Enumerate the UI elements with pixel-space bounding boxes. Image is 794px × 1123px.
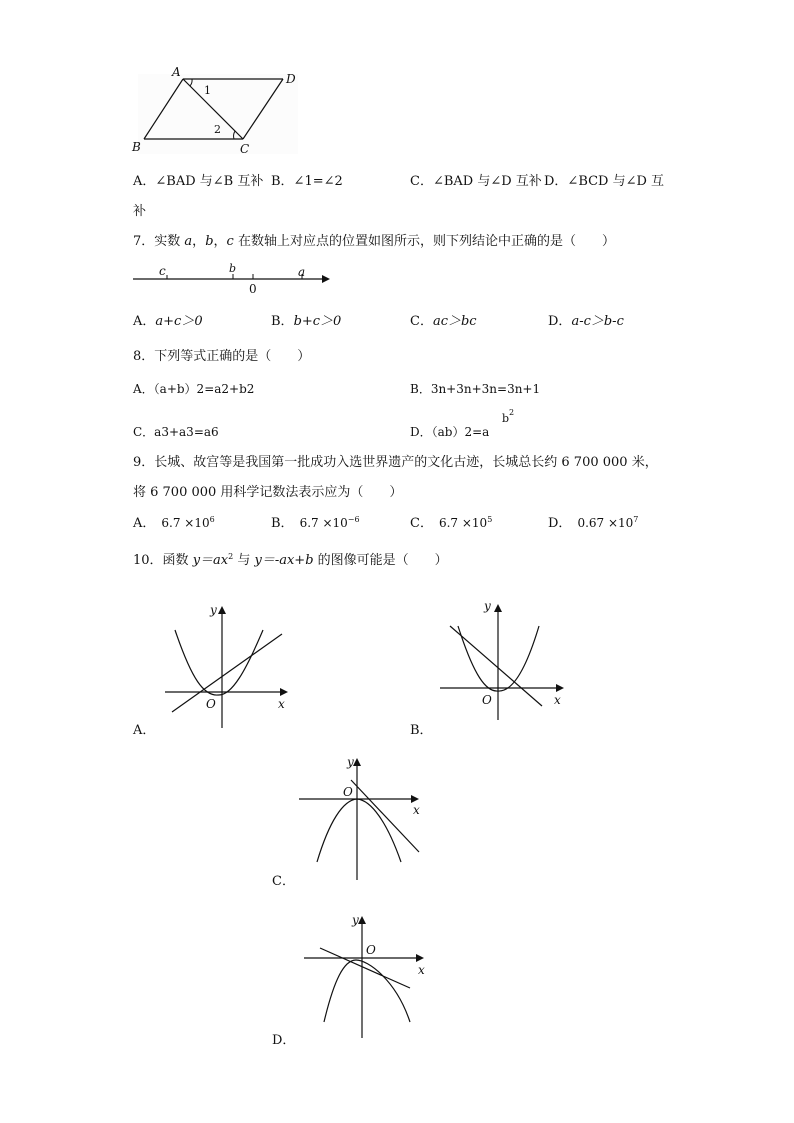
y-axis-arrow [218, 606, 226, 614]
q8-option-a[interactable]: A．（a+b）2=a2+b2 [133, 382, 255, 396]
q6-parallelogram-figure [130, 66, 300, 156]
q10-option-a-label[interactable]: A． [133, 723, 156, 738]
q7-option-c-expr: ac＞bc [432, 314, 477, 329]
q7-option-a-expr: a+c＞0 [155, 314, 203, 329]
origin-label: O [482, 693, 492, 707]
x-axis-arrow [416, 954, 424, 962]
q6-option-c[interactable]: C．∠BAD 与∠D 互补 [410, 174, 542, 189]
y-axis-label: y [347, 755, 354, 769]
q7-stem-prefix: 7．实数 [133, 234, 185, 249]
q9-option-a-base: 6.7 ×10 [161, 516, 210, 530]
q9-option-a[interactable] [133, 514, 215, 534]
q9-option-c[interactable] [410, 514, 492, 534]
q7-sep-1: ， [192, 234, 206, 249]
point-b-label: b [229, 262, 237, 275]
q8-option-d-sup-b: b [502, 412, 510, 425]
x-axis-arrow [280, 688, 288, 696]
number-line-arrow [322, 275, 330, 283]
parabola-curve [317, 799, 401, 862]
q7-option-a-label: A． [133, 314, 156, 329]
q7-var-c: c [226, 234, 234, 249]
x-axis-arrow [556, 684, 564, 692]
x-axis-label: x [418, 963, 425, 977]
q9-option-b-exp: −6 [347, 515, 360, 524]
q9-option-b-label: B． [271, 516, 294, 531]
q6-option-d[interactable]: D．∠BCD 与∠D 互 [544, 174, 665, 189]
q7-option-a[interactable] [133, 313, 203, 331]
origin-zero-label: 0 [249, 282, 257, 296]
origin-label: O [366, 943, 376, 957]
q7-sep-2: ， [213, 234, 227, 249]
q10-stem-mid: 与 [233, 553, 255, 568]
q9-option-c-exp: 5 [487, 515, 493, 524]
q6-option-b[interactable]: B．∠1=∠2 [271, 174, 343, 189]
q7-option-c-label: C． [410, 314, 433, 329]
q9-option-b-base: 6.7 ×10 [299, 516, 348, 530]
point-a-label: a [298, 265, 306, 279]
q8-option-b[interactable]: B．3n+3n+3n=3n+1 [410, 382, 541, 396]
q10-option-d-label[interactable]: D． [272, 1033, 296, 1048]
y-axis-arrow [358, 916, 366, 924]
q7-stem [133, 233, 615, 251]
q10-graph-b[interactable] [436, 596, 576, 736]
vertex-c-label: C [240, 142, 250, 156]
origin-label: O [206, 697, 216, 711]
q8-stem: 8．下列等式正确的是（ ） [133, 349, 311, 364]
line-graph [320, 948, 410, 988]
vertex-a-label: A [172, 65, 181, 79]
q7-option-b[interactable] [271, 313, 341, 331]
y-axis-arrow [494, 604, 502, 612]
angle-1-label: 1 [204, 84, 211, 97]
q9-option-b[interactable] [271, 514, 360, 534]
q10-option-c-label[interactable]: C． [272, 874, 295, 889]
q6-option-d-continued: 补 [133, 204, 147, 219]
q10-graph-c[interactable] [295, 752, 435, 882]
y-axis-label: y [484, 599, 491, 613]
q10-option-b-label[interactable]: B． [410, 723, 433, 738]
q9-option-c-label: C． [410, 516, 433, 531]
q6-option-a[interactable]: A．∠BAD 与∠B 互补 [133, 174, 264, 189]
q10-graph-a[interactable] [160, 600, 300, 740]
q7-var-a: a [184, 234, 193, 249]
q7-option-c[interactable] [410, 313, 477, 331]
q7-number-line [130, 262, 340, 296]
q9-option-a-label: A． [133, 516, 156, 531]
line-graph [351, 780, 419, 852]
q8-option-d-sup-2: 2 [509, 408, 515, 417]
x-axis-arrow [411, 795, 419, 803]
q9-option-c-base: 6.7 ×10 [438, 516, 488, 530]
q7-option-b-label: B． [271, 314, 294, 329]
y-axis-label: y [352, 913, 359, 927]
q10-function-1: y＝ax [192, 553, 229, 568]
point-c-label: c [159, 264, 166, 278]
q7-stem-suffix: 在数轴上对应点的位置如图所示，则下列结论中正确的是（ ） [233, 234, 615, 249]
q9-option-d-label: D． [548, 516, 572, 531]
q8-option-d[interactable]: D．（ab）2=a [410, 425, 490, 439]
q9-stem-line-1: 9．长城、故宫等是我国第一批成功入选世界遗产的文化古迹，长城总长约 6 700 000 米， [133, 455, 658, 470]
x-axis-label: x [554, 693, 561, 707]
angle-2-label: 2 [214, 123, 221, 136]
y-axis-label: y [210, 603, 217, 617]
line-graph [172, 634, 282, 712]
q10-graph-d[interactable] [300, 910, 440, 1040]
origin-label: O [343, 785, 353, 799]
vertex-b-label: B [132, 140, 141, 154]
q7-option-d-expr: a-c＞b-c [571, 314, 624, 329]
line-graph [450, 626, 542, 706]
q9-stem-line-2: 将 6 700 000 用科学记数法表示应为（ ） [133, 485, 403, 500]
q10-function-2: y＝-ax+b [254, 553, 314, 568]
q7-option-b-expr: b+c＞0 [293, 314, 342, 329]
y-axis-arrow [353, 758, 361, 766]
q9-option-d-exp: 7 [633, 515, 639, 524]
q9-option-d-base: 0.67 ×10 [577, 516, 634, 530]
q9-option-d[interactable] [548, 514, 638, 534]
q10-function-1-exp: 2 [228, 552, 234, 561]
parabola-curve [175, 630, 263, 695]
q10-stem-prefix: 10．函数 [133, 553, 193, 568]
x-axis-label: x [278, 697, 285, 711]
q8-option-c[interactable]: C．a3+a3=a6 [133, 425, 219, 439]
q9-option-a-exp: 6 [209, 515, 215, 524]
x-axis-label: x [413, 803, 420, 817]
q10-stem-suffix: 的图像可能是（ ） [313, 553, 448, 568]
q7-option-d[interactable] [548, 313, 624, 331]
q7-var-b: b [205, 234, 214, 249]
q7-option-d-label: D． [548, 314, 572, 329]
q10-stem [133, 552, 448, 571]
vertex-d-label: D [286, 72, 296, 86]
